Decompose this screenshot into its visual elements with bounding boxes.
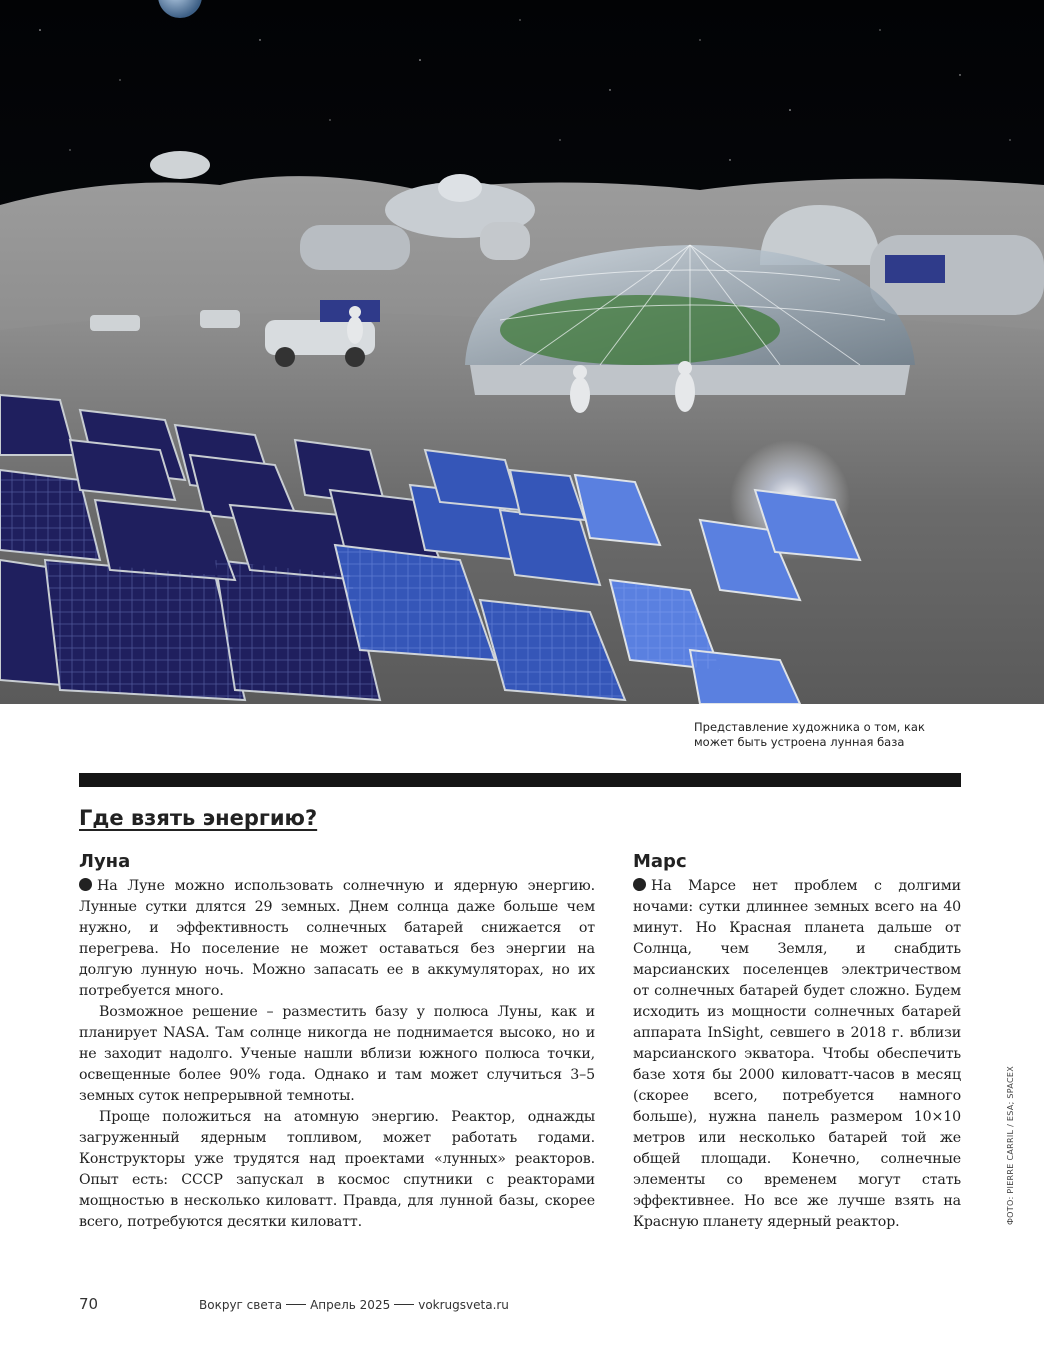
section-title: Где взять энергию?: [79, 806, 318, 830]
moon-paragraph-2: Возможное решение – разместить базу у полюса Луны, как и планирует NASA. Там солнце никогда не поднимается высоко, но и не заходит надолго. Ученые нашли вблизи южного полюса точки, освещенные более 90% года. Однако и там может случиться 3–5 земных суток непрерывной темноты.: [79, 1004, 595, 1104]
footer-separator: [286, 1304, 306, 1305]
moon-column: [79, 850, 595, 1233]
page-number: 70: [79, 1295, 99, 1313]
footer-separator: [394, 1304, 414, 1305]
moon-heading: Луна: [79, 851, 131, 872]
mars-paragraph-1-text: На Марсе нет проблем с долгими ночами: сутки длиннее земных всего на 40 минут. Но Красная планета дальше от Солнца, чем Земля, и снабдить марсианских поселенцев электричеством от солнечных батарей будет сложно. Будем исходить из мощности солнечных батарей аппарата InSight, севшего в 2018 г. вблизи марсианского экватора. Чтобы обеспечить базе хотя бы 2000 киловатт-часов в месяц (скорее всего, потребуется намного больше), нужна панель размером 10×10 метров или несколько батарей той же общей площади. Конечно, солнечные элементы со временем могут стать эффективнее. Но все же лучше взять на Красную планету ядерный реактор.: [633, 878, 961, 1230]
magazine-name: Вокруг света: [199, 1298, 283, 1312]
photo-credit: ФОТО: PIERRE CARRIL / ESA; SPACEX: [1006, 1065, 1015, 1225]
footer-info: [199, 1298, 509, 1312]
moon-paragraph-1: [79, 876, 595, 1002]
issue-date: Апрель 2025: [310, 1298, 391, 1312]
moon-paragraph-1-text: На Луне можно использовать солнечную и ядерную энергию. Лунные сутки длятся 29 земных. Днем солнца даже больше чем нужно, и эффективность солнечных батарей снижается от перегрева. Но поселение не может оставаться без энергии на долгую лунную ночь. Можно запасать ее в аккумуляторах, но их потребуется много.: [79, 878, 595, 999]
bullet-icon: [79, 878, 92, 891]
mars-paragraph-1: [633, 876, 961, 1233]
mars-heading: Марс: [633, 851, 687, 872]
image-caption: Представление художника о том, как может быть устроена лунная база: [694, 720, 925, 749]
website-link[interactable]: vokrugsveta.ru: [418, 1298, 509, 1312]
moon-paragraph-3: Проще положиться на атомную энергию. Реактор, однажды загруженный ядерным топливом, может работать годами. Конструкторы уже трудятся над проектами «лунных» реакторов. Опыт есть: СССР запускал в космос спутники с реакторами мощностью в несколько киловатт. Правда, для лунной базы, скорее всего, потребуются десятки киловатт.: [79, 1109, 595, 1230]
mars-column: [633, 850, 961, 1233]
bullet-icon: [633, 878, 646, 891]
section-divider: [79, 773, 961, 787]
